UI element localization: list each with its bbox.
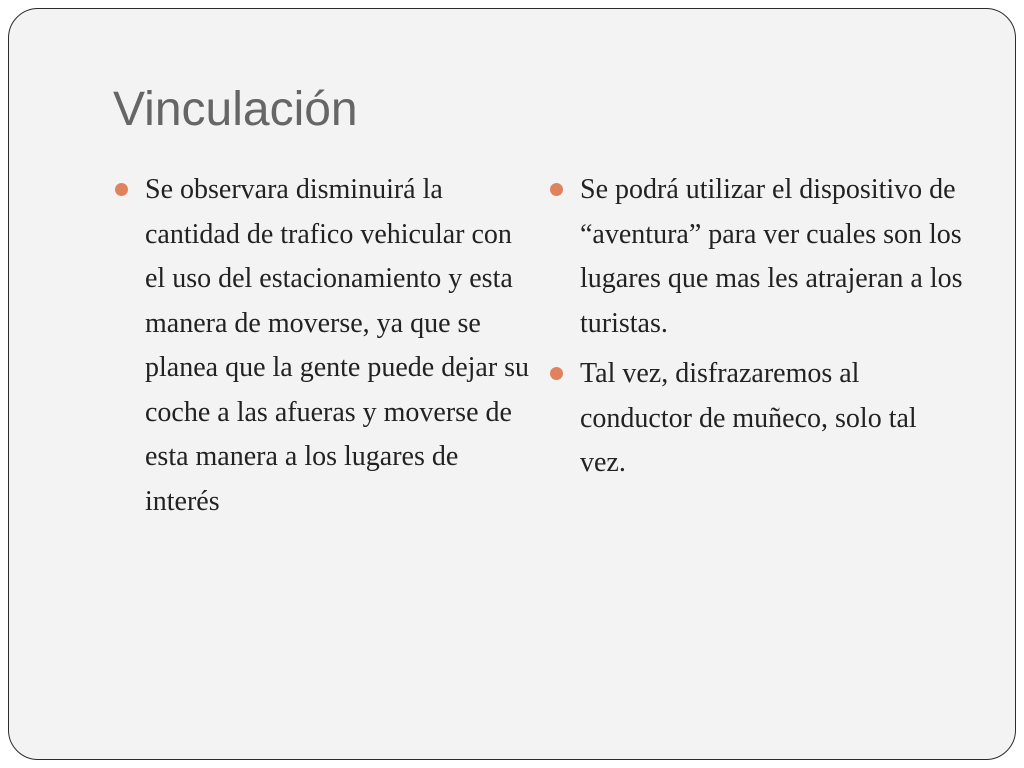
slide-title: Vinculación — [113, 83, 358, 136]
bullet-text: Se observara disminuirá la cantidad de trafico vehicular con el uso del estacionamiento y esta manera de moverse, ya que se planea que la gente puede dejar su coche a las afueras y moverse de esta manera a los lugares de interés — [145, 174, 530, 517]
bullet-item — [548, 352, 968, 486]
left-bullet-list — [113, 168, 533, 524]
bullet-icon — [550, 183, 563, 196]
bullet-item — [113, 168, 533, 524]
left-column — [113, 168, 533, 530]
bullet-icon — [115, 183, 128, 196]
bullet-text: Tal vez, disfrazaremos al conductor de muñeco, solo tal vez. — [580, 358, 917, 478]
right-column — [548, 168, 968, 492]
bullet-item — [548, 168, 968, 346]
bullet-text: Se podrá utilizar el dispositivo de “aventura” para ver cuales son los lugares que mas les atrajeran a los turistas. — [580, 174, 963, 339]
bullet-icon — [550, 367, 563, 380]
right-bullet-list — [548, 168, 968, 486]
